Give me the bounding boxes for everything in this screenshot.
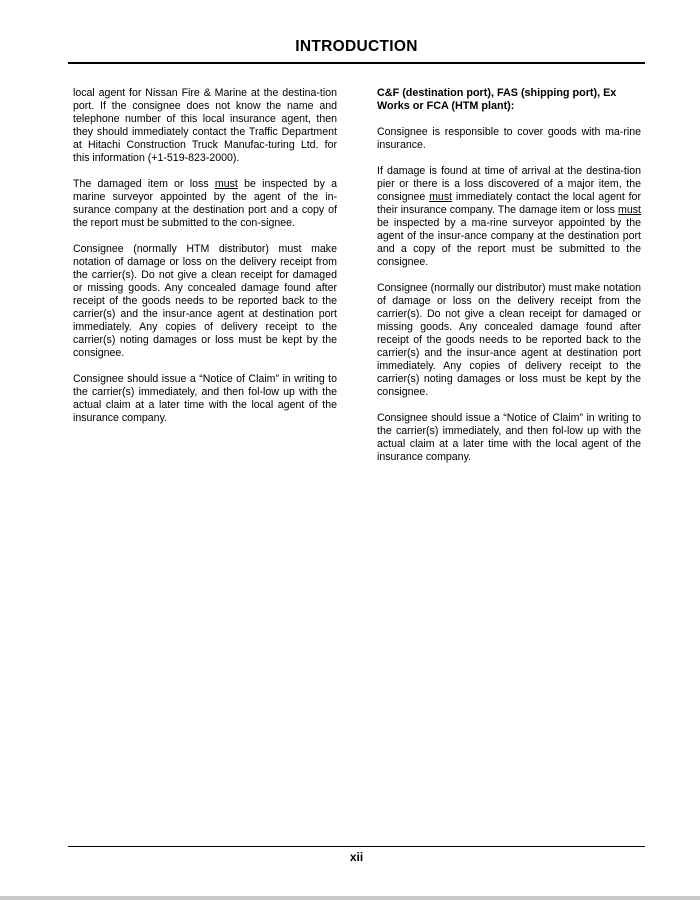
right-section-heading: C&F (destination port), FAS (shipping port), Ex Works or FCA (HTM plant): [377, 87, 617, 112]
left-paragraph-2-must: must [214, 178, 238, 190]
left-paragraph-2-text-a: The damaged item or loss [73, 178, 215, 190]
header-rule [68, 62, 645, 64]
footer-rule [68, 846, 645, 847]
page-number: xii [349, 850, 364, 864]
right-paragraph-1: Consignee is responsible to cover goods with ma-rine insurance. [377, 126, 641, 151]
right-paragraph-2-must-1: must [429, 191, 453, 203]
right-paragraph-4: Consignee should issue a “Notice of Claim” in writing to the carrier(s) immediately, and then fol-low up with the actual claim at a later time with the local agent of the insurance company. [377, 412, 641, 463]
left-paragraph-2 [73, 178, 337, 230]
right-paragraph-2-text-b: immediately contact the local agent for their insurance company. The damage item or loss [377, 191, 641, 216]
right-paragraph-3: Consignee (normally our distributor) must make notation of damage or loss on the delivery receipt from the carrier(s). Do not give a clean receipt for damaged or missing goods. Any concealed damage found after receipt of the goods needs to be reported back to the carrier(s) and the insur-ance agent at destination port immediately. Any copies of delivery receipt to the carrier(s) noting damages or loss must be kept by the consignee. [377, 282, 641, 398]
right-paragraph-2-text-c: be inspected by a ma-rine surveyor appointed by the agent of the insur-ance company at the destination port and a copy of the report must be submitted to the consignee. [377, 217, 641, 268]
left-paragraph-1: local agent for Nissan Fire & Marine at the destina-tion port. If the consignee does not know the name and telephone number of this local insurance agent, then they should immediately contact the Traffic Department at Hitachi Construction Truck Manufac-turing Ltd. for this information (+1-519-823-2000). [73, 87, 337, 164]
left-paragraph-3: Consignee (normally HTM distributor) must make notation of damage or loss on the delivery receipt from the carrier(s). Do not give a clean receipt for damaged or missing goods. Any concealed damage found after receipt of the goods needs to be reported back to the carrier(s) and the insur-ance agent at destination port immediately. Any copies of delivery receipt to the carrier(s) noting damages or loss must be kept by the consignee. [73, 243, 337, 359]
left-paragraph-2-text-b: be inspected by a marine surveyor appointed by the agent of the in-surance company at the destination port and a copy of the report must be submitted to the con-signee. [73, 178, 337, 229]
left-column [73, 87, 337, 438]
page-title: INTRODUCTION [295, 38, 418, 55]
right-paragraph-2-text-a: If damage is found at time of arrival at the destina-tion pier or there is a loss discovered of a major item, the consignee [377, 165, 641, 203]
right-paragraph-2-must-2: must [618, 204, 641, 216]
page-bottom-edge [0, 896, 700, 900]
left-paragraph-4: Consignee should issue a “Notice of Claim” in writing to the carrier(s) immediately, and then fol-low up with the actual claim at a later time with the local agent of the insurance company. [73, 373, 337, 424]
right-paragraph-2 [377, 165, 641, 269]
right-column [377, 87, 641, 477]
